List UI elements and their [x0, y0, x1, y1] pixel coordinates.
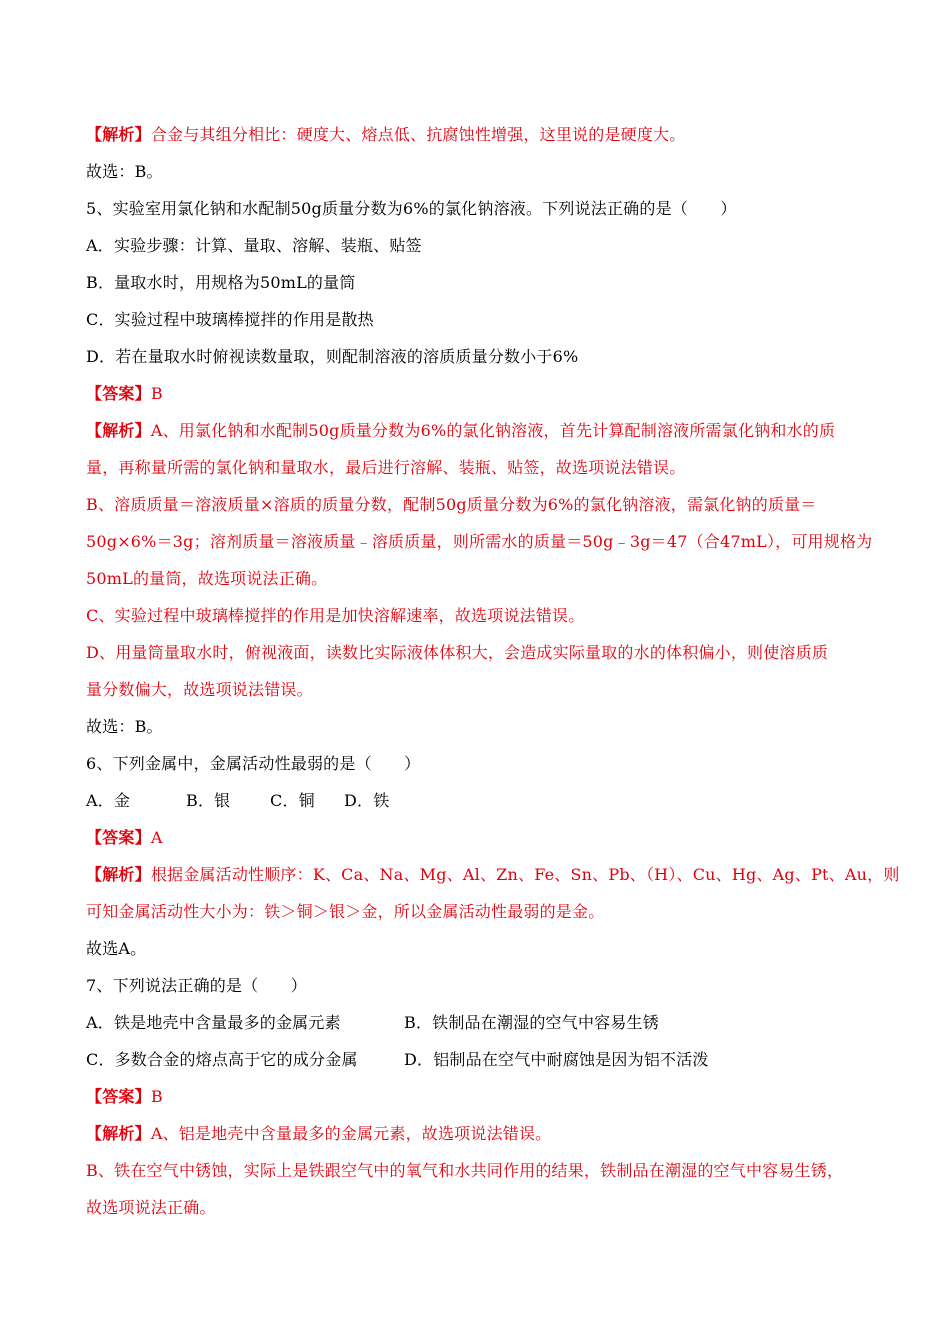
section-tag: 【解析】 [86, 125, 151, 144]
line-text: 50g×6%＝3g；溶剂质量＝溶液质量﹣溶质质量，则所需水的质量＝50g﹣3g＝47（合47mL），可用规格为 [86, 532, 873, 551]
option-text: C．铜 [270, 791, 315, 810]
line-text: B、溶质质量＝溶液质量×溶质的质量分数，配制50g质量分数为6%的氯化钠溶液，需氯化钠的质量＝ [86, 495, 817, 514]
line-text: C、实验过程中玻璃棒搅拌的作用是加快溶解速率，故选项说法错误。 [86, 606, 585, 625]
line-text: A、铝是地壳中含量最多的金属元素，故选项说法错误。 [150, 1124, 552, 1143]
line-text: A．实验步骤：计算、量取、溶解、装瓶、贴签 [86, 236, 422, 255]
section-tag: 【解析】 [86, 421, 151, 440]
answer-analysis-line [86, 819, 866, 856]
answer-analysis-line [86, 671, 866, 708]
line-text: A [150, 828, 163, 847]
option-text: D．铁 [344, 791, 390, 810]
question-line [86, 930, 866, 967]
option-text: B．铁制品在潮湿的空气中容易生锈 [404, 1013, 659, 1032]
answer-analysis-line [86, 1115, 866, 1152]
answer-analysis-line [86, 412, 866, 449]
options-line [86, 1004, 866, 1041]
answer-analysis-line [86, 634, 866, 671]
line-text: 根据金属活动性顺序：K、Ca、Na、Mg、Al、Zn、Fe、Sn、Pb、（H）、Cu、Hg、Ag、Pt、Au，则 [150, 865, 900, 884]
answer-analysis-line [86, 597, 866, 634]
line-text: 量，再称量所需的氯化钠和量取水，最后进行溶解、装瓶、贴签，故选项说法错误。 [86, 458, 686, 477]
answer-analysis-line [86, 1078, 866, 1115]
answer-analysis-line [86, 486, 866, 523]
answer-analysis-line [86, 523, 873, 560]
line-text: B [150, 1087, 163, 1106]
line-text: 故选：B。 [86, 717, 163, 736]
answer-analysis-line [86, 375, 866, 412]
line-text: 6、下列金属中，金属活动性最弱的是（ ） [86, 754, 421, 773]
answer-analysis-line [86, 1152, 866, 1189]
section-tag: 【答案】 [86, 1087, 151, 1106]
question-line [86, 301, 866, 338]
question-line [86, 745, 866, 782]
line-text: 故选：B。 [86, 162, 163, 181]
document-page [86, 116, 900, 1226]
question-line [86, 338, 866, 375]
line-text: 合金与其组分相比：硬度大、熔点低、抗腐蚀性增强，这里说的是硬度大。 [150, 125, 686, 144]
section-tag: 【解析】 [86, 865, 151, 884]
line-text: 故选项说法正确。 [86, 1198, 216, 1217]
line-text: D、用量筒量取水时，俯视液面，读数比实际液体体积大，会造成实际量取的水的体积偏小，则使溶质质 [86, 643, 829, 662]
line-text: B、铁在空气中锈蚀，实际上是铁跟空气中的氧气和水共同作用的结果，铁制品在潮湿的空气中容易生锈， [86, 1161, 844, 1180]
answer-analysis-line [86, 116, 866, 153]
option-text: A．铁是地壳中含量最多的金属元素 [86, 1013, 341, 1032]
question-line [86, 190, 866, 227]
question-line [86, 264, 866, 301]
line-text: 7、下列说法正确的是（ ） [86, 976, 307, 995]
answer-analysis-line [86, 449, 866, 486]
option-text: A．金 [86, 791, 131, 810]
answer-analysis-line [86, 560, 866, 597]
section-tag: 【答案】 [86, 384, 151, 403]
line-text: 5、实验室用氯化钠和水配制50g质量分数为6%的氯化钠溶液。下列说法正确的是（ ） [86, 199, 737, 218]
line-text: B．量取水时，用规格为50mL的量筒 [86, 273, 356, 292]
question-line [86, 153, 866, 190]
section-tag: 【答案】 [86, 828, 151, 847]
line-text: A、用氯化钠和水配制50g质量分数为6%的氯化钠溶液，首先计算配制溶液所需氯化钠和水的质 [150, 421, 836, 440]
line-text: 50mL的量筒，故选项说法正确。 [86, 569, 328, 588]
option-text: C．多数合金的熔点高于它的成分金属 [86, 1050, 358, 1069]
question-line [86, 967, 866, 1004]
line-text: 故选A。 [86, 939, 147, 958]
section-tag: 【解析】 [86, 1124, 151, 1143]
line-text: B [150, 384, 163, 403]
option-text: B．银 [186, 791, 231, 810]
line-text: 量分数偏大，故选项说法错误。 [86, 680, 313, 699]
options-line [86, 782, 866, 819]
answer-analysis-line [86, 893, 866, 930]
answer-analysis-line [86, 1189, 866, 1226]
option-text: D．铝制品在空气中耐腐蚀是因为铝不活泼 [404, 1050, 709, 1069]
line-text: C．实验过程中玻璃棒搅拌的作用是散热 [86, 310, 374, 329]
answer-analysis-line [86, 856, 900, 893]
question-line [86, 227, 866, 264]
question-line [86, 708, 866, 745]
options-line [86, 1041, 866, 1078]
line-text: 可知金属活动性大小为：铁＞铜＞银＞金，所以金属活动性最弱的是金。 [86, 902, 605, 921]
line-text: D．若在量取水时俯视读数量取，则配制溶液的溶质质量分数小于6% [86, 347, 579, 366]
